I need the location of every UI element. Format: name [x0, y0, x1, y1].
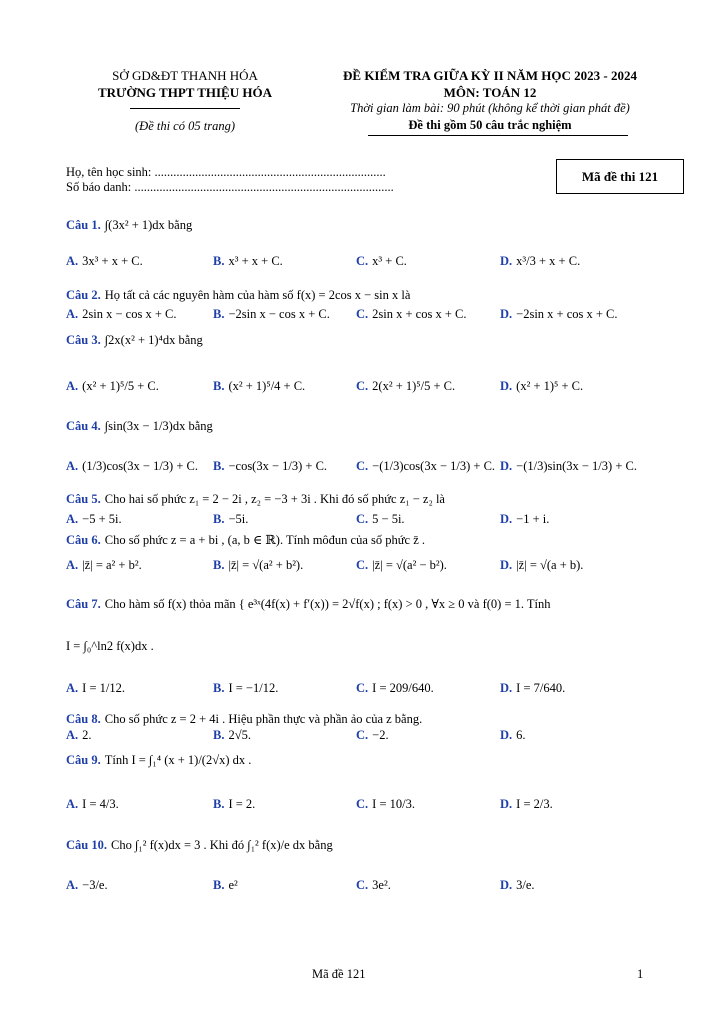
option-b[interactable] [213, 511, 248, 527]
question-7 [66, 596, 551, 612]
option-text: x³ + C. [372, 254, 407, 268]
option-text: (x² + 1)⁵/5 + C. [82, 379, 159, 393]
option-letter: C. [356, 558, 369, 572]
option-b[interactable] [213, 378, 305, 394]
option-letter: C. [356, 307, 369, 321]
option-text: |z̄| = √(a² + b²). [228, 558, 304, 572]
option-text: −cos(3x − 1/3) + C. [228, 459, 328, 473]
option-letter: B. [213, 254, 225, 268]
option-c[interactable] [356, 458, 495, 474]
option-letter: A. [66, 379, 79, 393]
option-text: −2. [372, 728, 389, 742]
option-letter: B. [213, 307, 225, 321]
option-b[interactable] [213, 877, 238, 893]
option-a[interactable] [66, 877, 108, 893]
option-d[interactable] [500, 727, 526, 743]
option-c[interactable] [356, 253, 407, 269]
option-a[interactable] [66, 796, 119, 812]
question-text: Cho hai số phức z₁ = 2 − 2i , z₂ = −3 + 3i . Khi đó số phức z₁ − z₂ là [104, 492, 445, 506]
exam-title: ĐỀ KIỂM TRA GIỮA KỲ II NĂM HỌC 2023 - 2024 [343, 68, 637, 83]
option-letter: D. [500, 459, 513, 473]
option-text: 2sin x + cos x + C. [372, 307, 467, 321]
option-text: −5i. [228, 512, 249, 526]
option-letter: A. [66, 728, 79, 742]
option-c[interactable] [356, 511, 405, 527]
exam-code-box: Mã đề thi 121 [556, 159, 684, 194]
option-letter: A. [66, 512, 79, 526]
page-number: 1 [637, 967, 644, 981]
option-letter: B. [213, 379, 225, 393]
question-9 [66, 752, 251, 768]
option-a[interactable] [66, 306, 176, 322]
option-letter: C. [356, 878, 369, 892]
header-divider [130, 108, 240, 109]
option-text: −1 + i. [516, 512, 550, 526]
option-b[interactable] [213, 680, 278, 696]
option-letter: D. [500, 254, 513, 268]
question-label: Câu 8. [66, 712, 101, 726]
question-text: Họ tất cả các nguyên hàm của hàm số f(x) = 2cos x − sin x là [104, 288, 411, 302]
option-letter: A. [66, 307, 79, 321]
option-d[interactable] [500, 378, 583, 394]
option-letter: B. [213, 728, 225, 742]
question-label: Câu 6. [66, 533, 101, 547]
question-count: Đề thi gồm 50 câu trắc nghiệm [408, 118, 572, 132]
option-letter: D. [500, 379, 513, 393]
exam-time: Thời gian làm bài: 90 phút (không kể thời gian phát đề) [350, 101, 630, 115]
option-text: x³/3 + x + C. [516, 254, 581, 268]
option-d[interactable] [500, 458, 637, 474]
option-text: 2sin x − cos x + C. [82, 307, 177, 321]
option-a[interactable] [66, 378, 159, 394]
option-text: −2sin x − cos x + C. [228, 307, 330, 321]
option-c[interactable] [356, 727, 389, 743]
question-8 [66, 711, 422, 727]
option-letter: A. [66, 878, 79, 892]
question-10 [66, 837, 333, 853]
question-text: ∫(3x² + 1)dx bằng [104, 218, 193, 232]
option-a[interactable] [66, 253, 143, 269]
option-letter: D. [500, 558, 513, 572]
option-letter: C. [356, 681, 369, 695]
option-text: (x² + 1)⁵/4 + C. [228, 379, 306, 393]
school-name: TRƯỜNG THPT THIỆU HÓA [98, 85, 272, 100]
option-letter: D. [500, 681, 513, 695]
option-text: 3e². [372, 878, 391, 892]
option-d[interactable] [500, 877, 535, 893]
option-letter: B. [213, 681, 225, 695]
question-label: Câu 10. [66, 838, 107, 852]
option-letter: C. [356, 512, 369, 526]
option-text: |z̄| = √(a + b). [516, 558, 584, 572]
option-text: I = 10/3. [372, 797, 415, 811]
option-letter: A. [66, 459, 79, 473]
option-text: I = 4/3. [82, 797, 119, 811]
option-letter: C. [356, 797, 369, 811]
option-b[interactable] [213, 253, 283, 269]
dept-name: SỞ GD&ĐT THANH HÓA [112, 68, 258, 83]
option-text: 2. [82, 728, 92, 742]
option-letter: D. [500, 307, 513, 321]
option-d[interactable] [500, 796, 553, 812]
option-letter: C. [356, 728, 369, 742]
option-c[interactable] [356, 306, 466, 322]
option-text: I = 2. [228, 797, 256, 811]
question-text: ∫2x(x² + 1)⁴dx bằng [104, 333, 203, 347]
option-text: 6. [516, 728, 526, 742]
option-letter: A. [66, 558, 79, 572]
option-d[interactable] [500, 253, 580, 269]
option-c[interactable] [356, 877, 391, 893]
option-a[interactable] [66, 557, 142, 573]
question-label: Câu 5. [66, 492, 101, 506]
question-3 [66, 332, 203, 348]
option-c[interactable] [356, 557, 447, 573]
option-text: −3/e. [82, 878, 108, 892]
option-text: 3x³ + x + C. [82, 254, 143, 268]
question-text: ∫sin(3x − 1/3)dx bằng [104, 419, 213, 433]
option-letter: B. [213, 558, 225, 572]
footer-exam-code: Mã đề 121 [312, 967, 366, 981]
option-d[interactable] [500, 557, 583, 573]
option-letter: A. [66, 797, 79, 811]
student-name-field[interactable]: Họ, tên học sinh: .......................................................................... [66, 165, 386, 179]
option-a[interactable] [66, 458, 198, 474]
option-a[interactable] [66, 680, 125, 696]
option-letter: C. [356, 459, 369, 473]
option-letter: A. [66, 681, 79, 695]
option-letter: A. [66, 254, 79, 268]
option-text: −(1/3)sin(3x − 1/3) + C. [516, 459, 637, 473]
page-count-note: (Đề thi có 05 trang) [135, 119, 235, 133]
question-4 [66, 418, 213, 434]
question-text: Tính I = ∫₁⁴ (x + 1)/(2√x) dx . [104, 753, 252, 767]
question-label: Câu 2. [66, 288, 101, 302]
option-text: I = 209/640. [372, 681, 434, 695]
option-letter: C. [356, 379, 369, 393]
option-text: I = 7/640. [516, 681, 566, 695]
option-c[interactable] [356, 796, 415, 812]
option-letter: B. [213, 512, 225, 526]
option-b[interactable] [213, 557, 303, 573]
option-text: 3/e. [516, 878, 535, 892]
question-label: Câu 9. [66, 753, 101, 767]
question-6 [66, 532, 425, 548]
option-letter: B. [213, 878, 225, 892]
question-5 [66, 491, 445, 507]
option-letter: B. [213, 459, 225, 473]
option-d[interactable] [500, 680, 565, 696]
question-2 [66, 287, 410, 303]
exam-subject: MÔN: TOÁN 12 [443, 85, 537, 100]
option-text: −5 + 5i. [82, 512, 122, 526]
option-letter: D. [500, 512, 513, 526]
option-text: 5 − 5i. [372, 512, 405, 526]
option-text: −2sin x + cos x + C. [516, 307, 618, 321]
option-text: x³ + x + C. [228, 254, 283, 268]
option-text: (1/3)cos(3x − 1/3) + C. [82, 459, 198, 473]
option-letter: D. [500, 797, 513, 811]
option-text: e² [228, 878, 238, 892]
option-d[interactable] [500, 306, 618, 322]
option-c[interactable] [356, 680, 434, 696]
option-d[interactable] [500, 511, 549, 527]
option-text: (x² + 1)⁵ + C. [516, 379, 584, 393]
title-underline [368, 135, 628, 136]
question-1 [66, 217, 192, 233]
option-c[interactable] [356, 378, 455, 394]
option-letter: D. [500, 728, 513, 742]
question-text-continued: I = ∫₀^ln2 f(x)dx . [66, 639, 154, 653]
option-text: 2√5. [228, 728, 251, 742]
student-id-field[interactable]: Số báo danh: ................................................................................... [66, 180, 394, 194]
question-label: Câu 1. [66, 218, 101, 232]
option-text: |z̄| = √(a² − b²). [372, 558, 447, 572]
option-b[interactable] [213, 796, 255, 812]
option-text: −(1/3)cos(3x − 1/3) + C. [372, 459, 496, 473]
question-text: Cho ∫₁² f(x)dx = 3 . Khi đó ∫₁² f(x)/e dx bằng [110, 838, 333, 852]
option-b[interactable] [213, 727, 251, 743]
option-a[interactable] [66, 511, 122, 527]
question-label: Câu 4. [66, 419, 101, 433]
option-text: I = −1/12. [228, 681, 279, 695]
question-text: Cho hàm số f(x) thỏa mãn { e³ˣ(4f(x) + f′(x)) = 2√f(x) ; f(x) > 0 , ∀x ≥ 0 và f(0) = 1. Tính [104, 597, 551, 611]
question-text: Cho số phức z = 2 + 4i . Hiệu phần thực và phần ảo của z bằng. [104, 712, 423, 726]
question-text: Cho số phức z = a + bi , (a, b ∈ ℝ). Tính môđun của số phức z̄ . [104, 533, 426, 547]
option-letter: B. [213, 797, 225, 811]
option-text: |z̄| = a² + b². [82, 558, 142, 572]
question-label: Câu 3. [66, 333, 101, 347]
option-b[interactable] [213, 306, 330, 322]
option-text: I = 1/12. [82, 681, 125, 695]
option-text: 2(x² + 1)⁵/5 + C. [372, 379, 456, 393]
question-label: Câu 7. [66, 597, 101, 611]
option-b[interactable] [213, 458, 327, 474]
option-text: I = 2/3. [516, 797, 553, 811]
option-letter: D. [500, 878, 513, 892]
option-a[interactable] [66, 727, 92, 743]
option-letter: C. [356, 254, 369, 268]
